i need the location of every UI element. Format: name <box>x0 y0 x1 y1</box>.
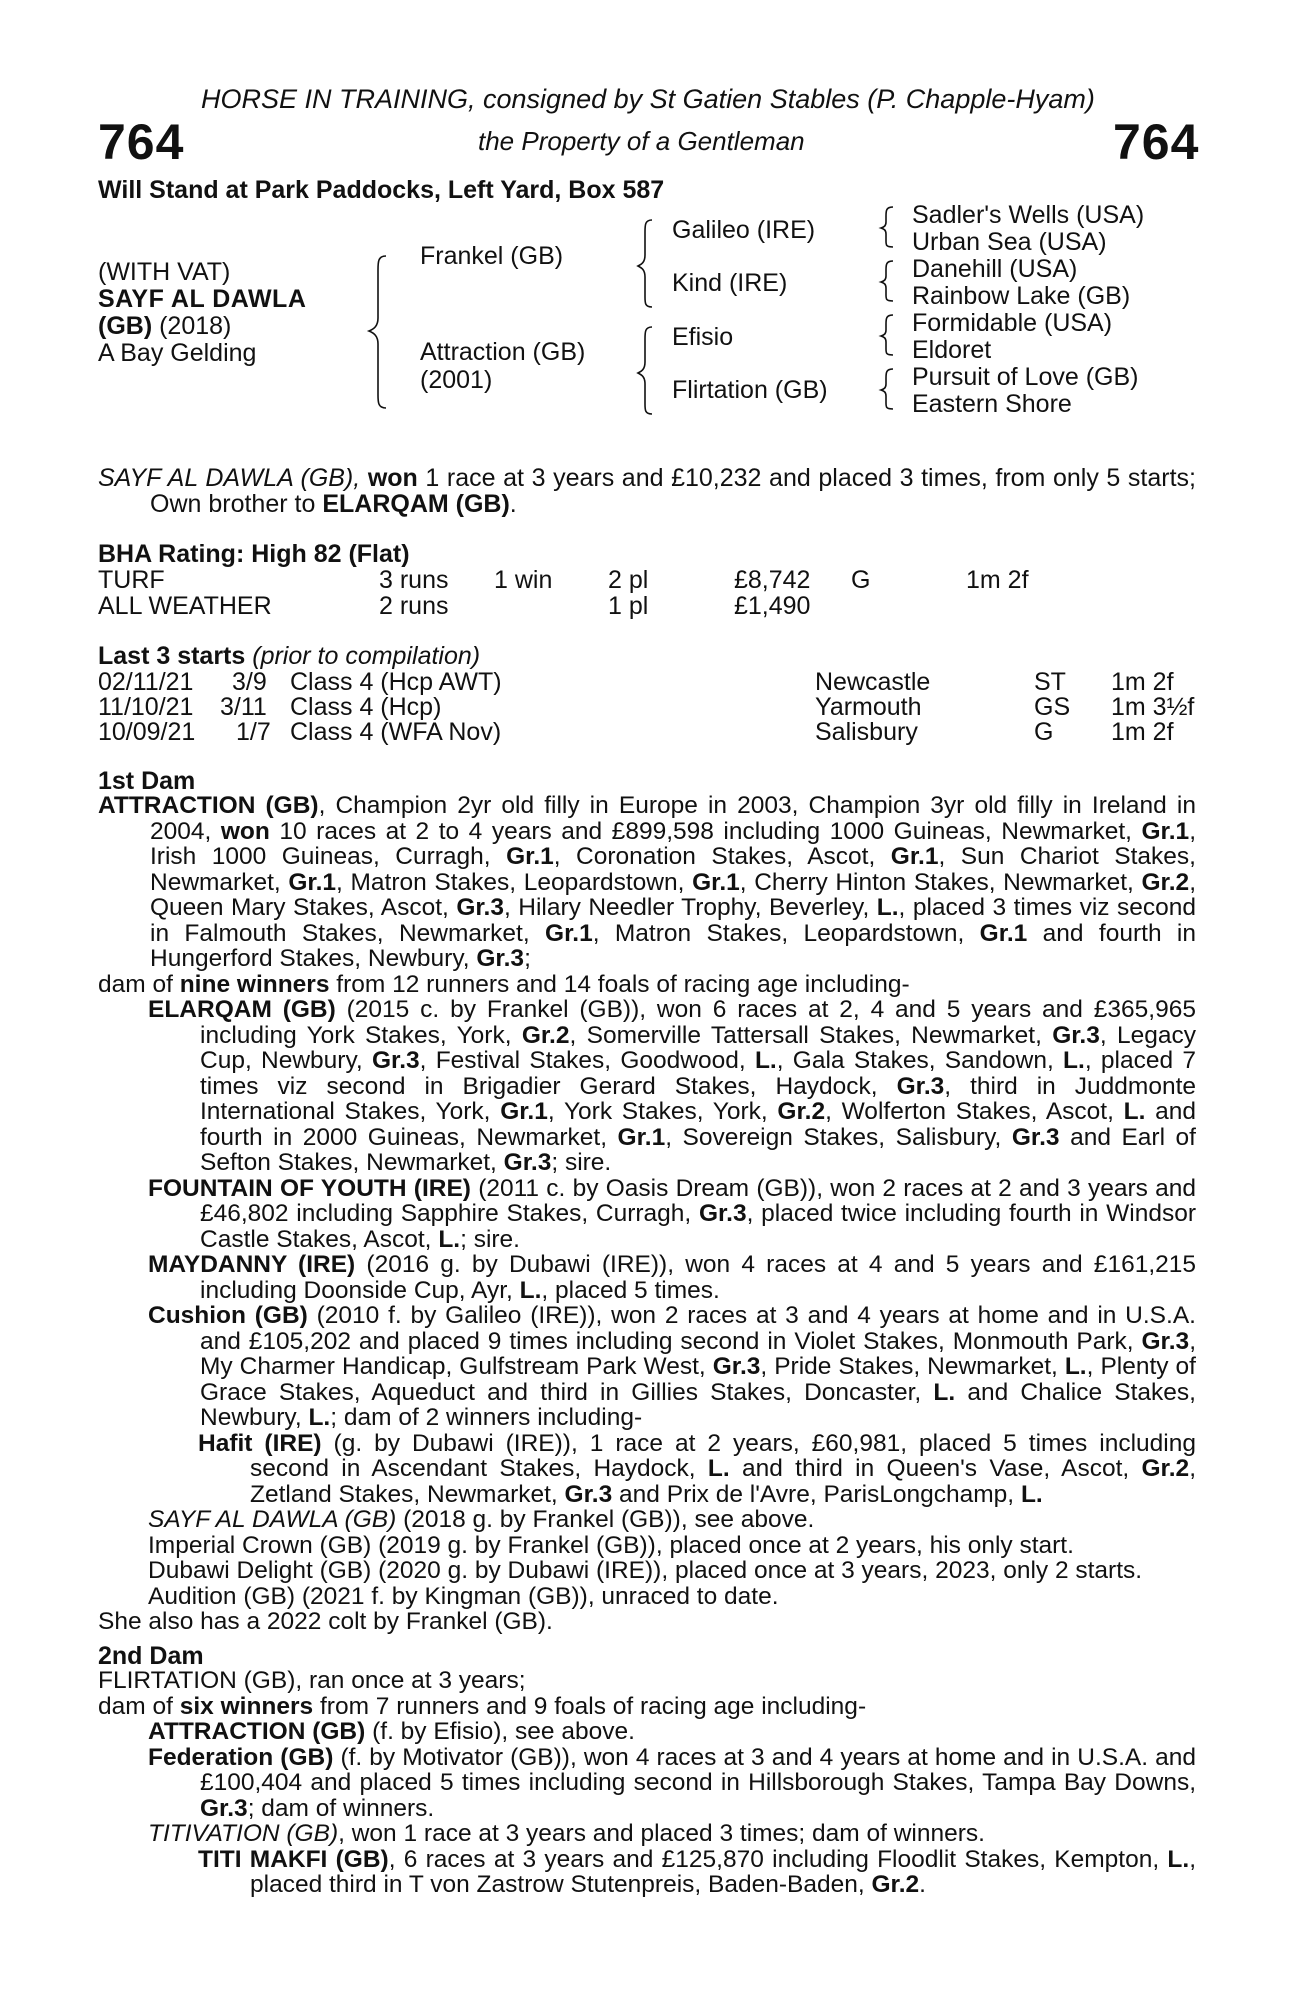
rating-turf-placed: 2 pl <box>608 566 649 594</box>
gen3-8: Eastern Shore <box>912 390 1072 418</box>
dam-dam: Flirtation (GB) <box>672 376 828 404</box>
horse-year: (2018) <box>159 312 232 340</box>
sire-dam: Kind (IRE) <box>672 269 788 297</box>
start-2-race: Class 4 (Hcp) <box>290 693 442 721</box>
consignor-line: HORSE IN TRAINING, consigned by St Gatien Stables (P. Chapple-Hyam) <box>201 84 1095 114</box>
start-3-date: 10/09/21 <box>98 718 196 746</box>
first-dam-attraction: ATTRACTION (GB), Champion 2yr old filly in Europe in 2003, Champion 3yr old filly in Ireland in 2004, won 10 races at 2 to 4 years and £899,598 including 1000 Guineas, Newmarket, Gr.1, Irish 1000 Guineas, Curragh, Gr.1, Coronation Stakes, Ascot, Gr.1, Sun Chariot Stakes, Newmarket, Gr.1, Matron Stakes, Leopardstown, Gr.1, Cherry Hinton Stakes, Newmarket, Gr.2, Queen Mary Stakes, Ascot, Gr.3, Hilary Needler Trophy, Beverley, L., placed 3 times viz second in Falmouth Stakes, Newmarket, Gr.1, Matron Stakes, Leopardstown, Gr.1 and fourth in Hungerford Stakes, Newbury, Gr.3; <box>98 792 1196 972</box>
start-3-distance: 1m 2f <box>1111 718 1174 746</box>
second-dam-titivation: TITIVATION (GB), won 1 race at 3 years and placed 3 times; dam of winners. <box>148 1820 985 1847</box>
second-dam-attraction: ATTRACTION (GB) (f. by Efisio), see above. <box>148 1718 635 1745</box>
start-3-pos: 1/7 <box>236 718 271 746</box>
horse-description: A Bay Gelding <box>98 339 257 367</box>
horse-name: SAYF AL DAWLA <box>98 285 307 313</box>
second-dam-title: 2nd Dam <box>98 1642 204 1670</box>
rating-turf-wins: 1 win <box>494 566 553 594</box>
first-dam-title: 1st Dam <box>98 767 196 795</box>
start-2-going: GS <box>1034 693 1071 721</box>
gen3-7: Pursuit of Love (GB) <box>912 363 1139 391</box>
second-dam-produce-line: dam of six winners from 7 runners and 9 foals of racing age including- <box>98 1692 867 1720</box>
start-1-going: ST <box>1034 668 1066 696</box>
gen3-2: Urban Sea (USA) <box>912 228 1107 256</box>
dam-year: (2001) <box>420 366 493 394</box>
first-dam-section <box>98 793 1196 1635</box>
vat-note: (WITH VAT) <box>98 258 231 286</box>
produce-hafit: Hafit (IRE) (g. by Dubawi (IRE)), 1 race at 2 years, £60,981, placed 5 times including second in Ascendant Stakes, Haydock, L. and third in Queen's Vase, Ascot, Gr.2, Zetland Stakes, Newmarket, Gr.3 and Prix de l'Avre, ParisLongchamp, L. <box>198 1429 1196 1508</box>
second-dam-titi-makfi: TITI MAKFI (GB), 6 races at 3 years and £125,870 including Floodlit Stakes, Kempton, L., placed third in T von Zastrow Stutenpreis, Baden-Baden, Gr.2. <box>198 1845 1196 1898</box>
sire-sire: Galileo (IRE) <box>672 216 816 244</box>
produce-audition: Audition (GB) (2021 f. by Kingman (GB)), unraced to date. <box>148 1582 779 1610</box>
produce-sayf-al-dawla: SAYF AL DAWLA (GB) (2018 g. by Frankel (GB)), see above. <box>148 1506 815 1533</box>
start-3-race: Class 4 (WFA Nov) <box>290 718 502 746</box>
start-2-date: 11/10/21 <box>98 693 194 721</box>
rating-turf-runs: 3 runs <box>379 566 449 594</box>
gen3-1: Sadler's Wells (USA) <box>912 201 1145 229</box>
last-starts-title: Last 3 starts (prior to compilation) <box>98 642 481 670</box>
gen3-5: Formidable (USA) <box>912 309 1113 337</box>
horse-country: (GB) <box>98 312 153 340</box>
start-1-pos: 3/9 <box>232 668 267 696</box>
lot-number-right: 764 <box>1113 114 1200 170</box>
start-3-course: Salisbury <box>815 718 918 746</box>
second-dam-federation: Federation (GB) (f. by Motivator (GB)), won 4 races at 3 and 4 years at home and in U.S.A. and £100,404 and placed 5 times including second in Hillsborough Stakes, Tampa Bay Downs, Gr.3; dam of winners. <box>148 1743 1196 1822</box>
race-summary: SAYF AL DAWLA (GB), won 1 race at 3 years and £10,232 and placed 3 times, from only 5 starts; Own brother to ELARQAM (GB). <box>98 464 1196 518</box>
start-1-date: 02/11/21 <box>98 668 194 696</box>
produce-elarqam: ELARQAM (GB) (2015 c. by Frankel (GB)), won 6 races at 2, 4 and 5 years and £365,965 including York Stakes, York, Gr.2, Somerville Tattersall Stakes, Newmarket, Gr.3, Legacy Cup, Newbury, Gr.3, Festival Stakes, Goodwood, L., Gala Stakes, Sandown, L., placed 7 times viz second in Brigadier Gerard Stakes, Haydock, Gr.3, third in Juddmonte International Stakes, York, Gr.1, York Stakes, York, Gr.2, Wolferton Stakes, Ascot, L. and fourth in 2000 Guineas, Newmarket, Gr.1, Sovereign Stakes, Salisbury, Gr.3 and Earl of Sefton Stakes, Newmarket, Gr.3; sire. <box>148 996 1196 1176</box>
produce-fountain-of-youth: FOUNTAIN OF YOUTH (IRE) (2011 c. by Oasis Dream (GB)), won 2 races at 2 and 3 years and £46,802 including Sapphire Stakes, Curragh, Gr.3, placed twice including fourth in Windsor Castle Stakes, Ascot, L.; sire. <box>148 1174 1196 1253</box>
gen3-6: Eldoret <box>912 336 992 364</box>
dam-sire: Efisio <box>672 323 734 351</box>
rating-aw-runs: 2 runs <box>379 592 449 620</box>
produce-imperial-crown: Imperial Crown (GB) (2019 g. by Frankel (GB)), placed once at 2 years, his only start. <box>148 1531 1074 1559</box>
first-dam-produce-line: dam of nine winners from 12 runners and 14 foals of racing age including- <box>98 970 910 998</box>
produce-2022-colt: She also has a 2022 colt by Frankel (GB). <box>98 1608 553 1635</box>
gen3-3: Danehill (USA) <box>912 255 1078 283</box>
start-1-race: Class 4 (Hcp AWT) <box>290 668 502 696</box>
rating-turf-going: G <box>851 566 871 594</box>
second-dam-flirtation: FLIRTATION (GB), ran once at 3 years; <box>98 1667 526 1694</box>
dam: Attraction (GB) <box>420 338 586 366</box>
rating-aw-placed: 1 pl <box>608 592 649 620</box>
property-line: the Property of a Gentleman <box>478 126 805 156</box>
location-line: Will Stand at Park Paddocks, Left Yard, Box 587 <box>98 176 665 204</box>
gen3-4: Rainbow Lake (GB) <box>912 282 1131 310</box>
rating-turf-earnings: £8,742 <box>734 566 811 594</box>
start-2-distance: 1m 3½f <box>1111 693 1195 721</box>
rating-turf-surface: TURF <box>98 566 165 594</box>
second-dam-section <box>98 1668 1196 1898</box>
rating-aw-surface: ALL WEATHER <box>98 592 272 620</box>
rating-turf-distance: 1m 2f <box>966 566 1029 594</box>
start-3-going: G <box>1034 718 1054 746</box>
lot-number-left: 764 <box>98 114 185 170</box>
produce-dubawi-delight: Dubawi Delight (GB) (2020 g. by Dubawi (IRE)), placed once at 3 years, 2023, only 2 starts. <box>148 1557 1143 1584</box>
sire: Frankel (GB) <box>420 242 564 270</box>
produce-maydanny: MAYDANNY (IRE) (2016 g. by Dubawi (IRE)), won 4 races at 4 and 5 years and £161,215 including Doonside Cup, Ayr, L., placed 5 times. <box>148 1251 1196 1304</box>
start-2-pos: 3/11 <box>220 693 267 721</box>
produce-cushion: Cushion (GB) (2010 f. by Galileo (IRE)), won 2 races at 3 and 4 years at home and in U.S.A. and £105,202 and placed 9 times including second in Violet Stakes, Monmouth Park, Gr.3, My Charmer Handicap, Gulfstream Park West, Gr.3, Pride Stakes, Newmarket, L., Plenty of Grace Stakes, Aqueduct and third in Gillies Stakes, Doncaster, L. and Chalice Stakes, Newbury, L.; dam of 2 winners including- <box>148 1302 1196 1431</box>
start-1-distance: 1m 2f <box>1111 668 1174 696</box>
start-2-course: Yarmouth <box>815 693 922 721</box>
start-1-course: Newcastle <box>815 668 931 696</box>
rating-aw-earnings: £1,490 <box>734 592 811 620</box>
bha-rating-title: BHA Rating: High 82 (Flat) <box>98 540 410 568</box>
